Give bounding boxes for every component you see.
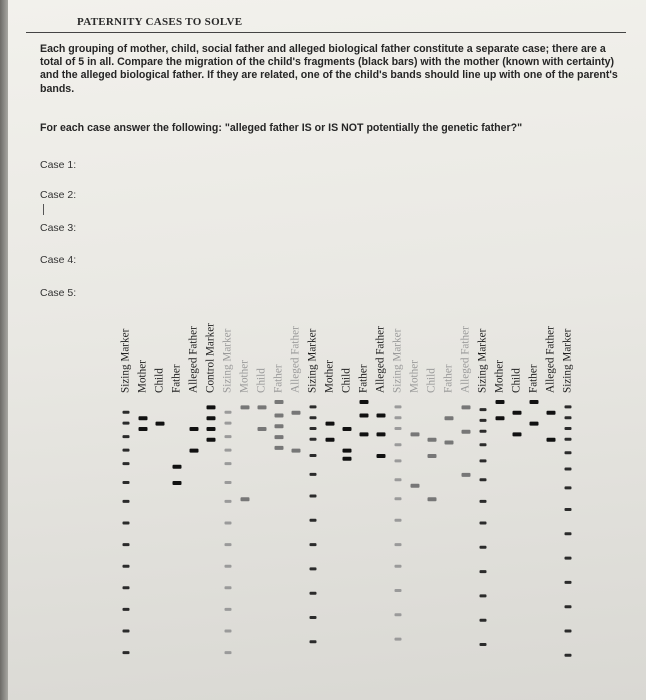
band-lane-13-2 [326, 438, 335, 442]
band-lane-1-8 [123, 522, 130, 525]
case-2-label: Case 2: [40, 189, 77, 201]
band-lane-6-4 [207, 438, 216, 442]
band-lane-17-7 [395, 497, 402, 500]
band-lane-25-2 [530, 422, 539, 426]
band-lane-27-13 [565, 630, 572, 633]
band-lane-21-2 [462, 430, 471, 434]
band-lane-1-4 [123, 449, 130, 452]
lane-label-11: Alleged Father [289, 326, 302, 393]
band-lane-1-14 [123, 651, 130, 654]
band-lane-22-5 [480, 459, 487, 462]
case-5-label: Case 5: [40, 287, 77, 299]
band-lane-24-1 [513, 411, 522, 415]
band-lane-7-3 [225, 435, 232, 438]
band-lane-14-3 [343, 457, 352, 461]
band-lane-1-11 [123, 586, 130, 589]
band-lane-22-6 [480, 478, 487, 481]
band-lane-7-1 [225, 411, 232, 414]
gel-electrophoresis-diagram [112, 300, 602, 700]
band-lane-4-2 [173, 481, 182, 485]
band-lane-6-1 [207, 405, 216, 409]
band-lane-7-14 [225, 651, 232, 654]
band-lane-17-6 [395, 478, 402, 481]
band-lane-7-11 [225, 586, 232, 589]
band-lane-18-2 [411, 484, 420, 488]
lane-label-24: Child [510, 368, 523, 393]
case-3-label: Case 3: [40, 222, 77, 234]
band-lane-1-3 [123, 435, 130, 438]
band-lane-10-2 [275, 414, 284, 418]
band-lane-5-2 [190, 449, 199, 453]
band-lane-22-3 [480, 430, 487, 433]
band-lane-17-1 [395, 405, 402, 408]
band-lane-22-4 [480, 443, 487, 446]
band-lane-16-3 [377, 454, 386, 458]
band-lane-17-3 [395, 427, 402, 430]
question-prompt: For each case answer the following: "alleged father IS or IS NOT potentially the genetic father?" [40, 122, 523, 134]
band-lane-8-1 [241, 405, 250, 409]
band-lane-12-13 [310, 640, 317, 643]
band-lane-12-9 [310, 543, 317, 546]
heading-rule [26, 32, 626, 33]
page-heading: PATERNITY CASES TO SOLVE [77, 16, 243, 28]
band-lane-14-1 [343, 427, 352, 431]
lane-label-5: Alleged Father [187, 326, 200, 393]
lane-label-10: Father [272, 364, 285, 393]
band-lane-23-1 [496, 400, 505, 404]
band-lane-10-3 [275, 424, 284, 428]
band-lane-27-7 [565, 486, 572, 489]
lane-label-20: Father [442, 364, 455, 393]
band-lane-7-4 [225, 449, 232, 452]
band-lane-3-1 [156, 422, 165, 426]
lane-label-22: Sizing Marker [476, 328, 489, 393]
band-lane-12-6 [310, 473, 317, 476]
band-lane-17-11 [395, 589, 402, 592]
instructions-paragraph: Each grouping of mother, child, social father and alleged biological father constitute a separate case; there are a total of 5 in all. Compare the migration of the child's fragments (black bars) with the mother (known with certainty) and the alleged biological father. If they are related, one of the child's bands should line up with one of the parent's bands. [40, 43, 618, 95]
case-4-label: Case 4: [40, 254, 77, 266]
band-lane-16-1 [377, 414, 386, 418]
band-lane-1-6 [123, 481, 130, 484]
band-lane-17-10 [395, 565, 402, 568]
lane-label-2: Mother [136, 360, 149, 393]
lane-label-1: Sizing Marker [119, 328, 132, 393]
lane-label-19: Child [425, 368, 438, 393]
band-lane-12-10 [310, 567, 317, 570]
band-lane-6-2 [207, 416, 216, 420]
lane-label-18: Mother [408, 360, 421, 393]
lane-label-27: Sizing Marker [561, 328, 574, 393]
lane-label-7: Sizing Marker [221, 328, 234, 393]
band-lane-7-2 [225, 422, 232, 425]
band-lane-25-1 [530, 400, 539, 404]
band-lane-22-8 [480, 522, 487, 525]
band-lane-17-8 [395, 519, 402, 522]
band-lane-11-2 [292, 449, 301, 453]
band-lane-12-7 [310, 495, 317, 498]
band-lane-22-11 [480, 594, 487, 597]
lane-label-8: Mother [238, 360, 251, 393]
band-lane-10-5 [275, 446, 284, 450]
band-lane-7-9 [225, 543, 232, 546]
lane-label-21: Alleged Father [459, 326, 472, 393]
band-lane-20-1 [445, 416, 454, 420]
band-lane-22-10 [480, 570, 487, 573]
lane-label-6: Control Marker [204, 323, 217, 393]
band-lane-27-12 [565, 605, 572, 608]
band-lane-27-1 [565, 405, 572, 408]
band-lane-12-5 [310, 454, 317, 457]
band-lane-21-1 [462, 405, 471, 409]
band-lane-1-5 [123, 462, 130, 465]
band-lane-27-6 [565, 468, 572, 471]
band-lane-13-1 [326, 422, 335, 426]
band-lane-27-5 [565, 451, 572, 454]
band-lane-21-3 [462, 473, 471, 477]
band-lane-17-5 [395, 459, 402, 462]
lane-label-25: Father [527, 364, 540, 393]
band-lane-17-4 [395, 443, 402, 446]
band-lane-12-1 [310, 405, 317, 408]
band-lane-17-9 [395, 543, 402, 546]
band-lane-11-1 [292, 411, 301, 415]
band-lane-1-1 [123, 411, 130, 414]
lane-label-14: Child [340, 368, 353, 393]
band-lane-27-9 [565, 532, 572, 535]
band-lane-2-2 [139, 427, 148, 431]
lane-label-15: Father [357, 364, 370, 393]
band-lane-24-2 [513, 432, 522, 436]
band-lane-27-2 [565, 416, 572, 419]
band-lane-16-2 [377, 432, 386, 436]
band-lane-9-2 [258, 427, 267, 431]
band-lane-27-3 [565, 427, 572, 430]
band-lane-26-2 [547, 438, 556, 442]
band-lane-1-7 [123, 500, 130, 503]
band-lane-14-2 [343, 449, 352, 453]
band-lane-22-2 [480, 419, 487, 422]
band-lane-12-12 [310, 616, 317, 619]
band-lane-17-13 [395, 638, 402, 641]
band-lane-27-4 [565, 438, 572, 441]
band-lane-15-2 [360, 414, 369, 418]
band-lane-17-2 [395, 416, 402, 419]
lane-label-16: Alleged Father [374, 326, 387, 393]
band-lane-19-2 [428, 454, 437, 458]
lane-label-26: Alleged Father [544, 326, 557, 393]
band-lane-26-1 [547, 411, 556, 415]
lane-label-23: Mother [493, 360, 506, 393]
band-lane-12-8 [310, 519, 317, 522]
band-lane-1-2 [123, 422, 130, 425]
band-lane-18-1 [411, 432, 420, 436]
lane-label-13: Mother [323, 360, 336, 393]
text-cursor-mark [43, 204, 44, 215]
band-lane-4-1 [173, 465, 182, 469]
band-lane-23-2 [496, 416, 505, 420]
band-lane-7-6 [225, 481, 232, 484]
band-lane-15-3 [360, 432, 369, 436]
band-lane-12-2 [310, 416, 317, 419]
band-lane-20-2 [445, 441, 454, 445]
lane-label-12: Sizing Marker [306, 328, 319, 393]
band-lane-10-1 [275, 400, 284, 404]
band-lane-19-1 [428, 438, 437, 442]
band-lane-22-9 [480, 546, 487, 549]
band-lane-6-3 [207, 427, 216, 431]
band-lane-27-8 [565, 508, 572, 511]
band-lane-19-3 [428, 497, 437, 501]
band-lane-7-12 [225, 608, 232, 611]
lane-label-17: Sizing Marker [391, 328, 404, 393]
band-lane-12-3 [310, 427, 317, 430]
band-lane-8-2 [241, 497, 250, 501]
lane-label-4: Father [170, 364, 183, 393]
band-lane-7-13 [225, 630, 232, 633]
lane-label-9: Child [255, 368, 268, 393]
band-lane-2-1 [139, 416, 148, 420]
band-lane-17-12 [395, 613, 402, 616]
band-lane-7-8 [225, 522, 232, 525]
band-lane-9-1 [258, 405, 267, 409]
band-lane-1-10 [123, 565, 130, 568]
band-lane-22-12 [480, 619, 487, 622]
case-1-label: Case 1: [40, 159, 77, 171]
band-lane-10-4 [275, 435, 284, 439]
band-lane-27-10 [565, 557, 572, 560]
band-lane-12-11 [310, 592, 317, 595]
band-lane-7-5 [225, 462, 232, 465]
band-lane-22-1 [480, 408, 487, 411]
band-lane-1-12 [123, 608, 130, 611]
band-lane-22-13 [480, 643, 487, 646]
band-lane-27-14 [565, 654, 572, 657]
band-lane-1-13 [123, 630, 130, 633]
band-lane-22-7 [480, 500, 487, 503]
lane-label-3: Child [153, 368, 166, 393]
band-lane-15-1 [360, 400, 369, 404]
band-lane-1-9 [123, 543, 130, 546]
band-lane-7-7 [225, 500, 232, 503]
band-lane-27-11 [565, 581, 572, 584]
band-lane-7-10 [225, 565, 232, 568]
band-lane-5-1 [190, 427, 199, 431]
page-shadow-edge [0, 0, 8, 700]
band-lane-12-4 [310, 438, 317, 441]
